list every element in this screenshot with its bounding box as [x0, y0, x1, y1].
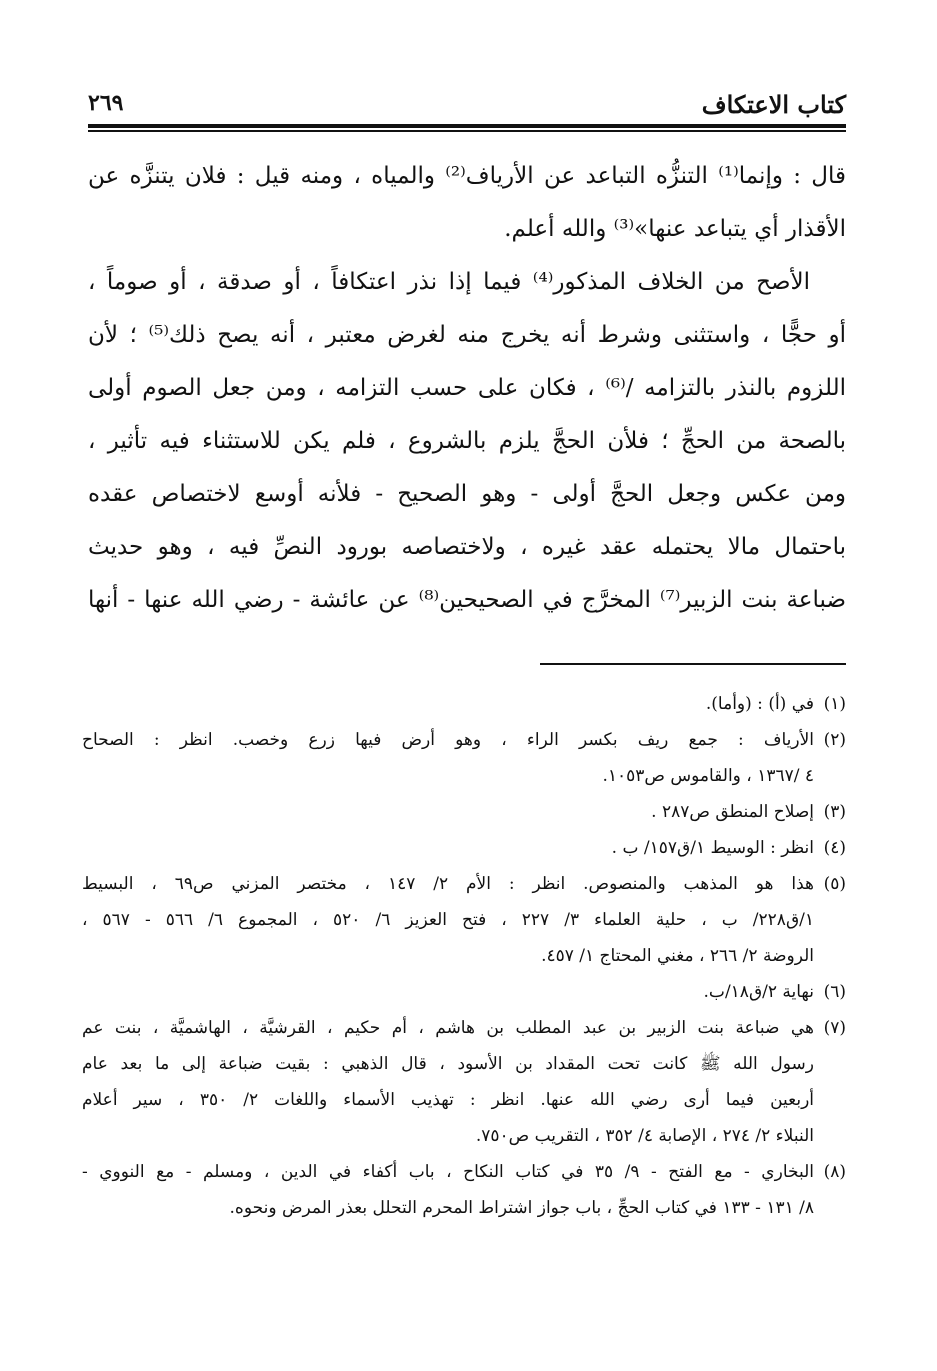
footnote-number: (٦) [823, 982, 846, 1002]
body-line: أو حجًّا ، واستثنى وشرط أنه يخرج منه لغرض معتبر ، أنه يصح ذلك⁽⁵⁾ ؛ لأن [88, 322, 846, 348]
footnote-line: النبلاء ٢/ ٢٧٤ ، الإصابة ٤/ ٣٥٢ ، التقريب ص٧٥٠. [475, 1126, 814, 1146]
footnote-line: هي ضباعة بنت الزبير بن عبد المطلب بن هاشم ، أم حكيم ، القرشيَّة ، الهاشميَّة ، بنت عم [82, 1018, 814, 1038]
footnote-3 [82, 794, 846, 830]
body-line: بالصحة من الحجِّ ؛ فلأن الحجَّ يلزم بالشروع ، فلم يكن للاستثناء فيه تأثير ، [88, 428, 846, 454]
footnote-1 [82, 686, 846, 722]
footnote-5 [82, 866, 846, 974]
footnote-number: (٧) [823, 1018, 846, 1038]
page-header [88, 88, 846, 120]
footnote-line: انظر : الوسيط ١/ق١٥٧/ ب . [611, 838, 814, 858]
footnote-line: ١/ق٢٢٨/ ب ، حلية العلماء ٣/ ٢٢٧ ، فتح العزيز ٦/ ٥٢٠ ، المجموع ٦/ ٥٦٦ - ٥٦٧ ، [82, 910, 814, 930]
body-line: ومن عكس وجعل الحجَّ أولى - وهو الصحيح - فلأنه أوسع لاختصاص عقده [88, 481, 846, 507]
body-line: الأقذار أي يتباعد عنها»⁽³⁾ والله أعلم. [504, 216, 846, 242]
footnote-line: البخاري - مع الفتح - ٩/ ٣٥ في كتاب النكاح ، باب أكفاء في الدين ، ومسلم - مع النووي - [82, 1162, 814, 1182]
running-title: كتاب الاعتكاف [701, 90, 846, 119]
footnote-line: ٨/ ١٣١ - ١٣٣ في كتاب الحجِّ ، باب جواز اشتراط المحرم التحلل بعذر المرض ونحوه. [229, 1198, 814, 1218]
main-text [88, 150, 846, 627]
footnote-number: (٢) [823, 730, 846, 750]
footnote-8 [82, 1154, 846, 1226]
body-line: اللزوم بالنذر بالتزامه /⁽⁶⁾ ، فكان على حسب التزامه ، ومن جعل الصوم أولى [88, 375, 846, 401]
footnote-4 [82, 830, 846, 866]
footnote-line: الأرياف : جمع ريف بكسر الراء ، وهو أرض فيها زرع وخصب. انظر : الصحاح [82, 730, 814, 750]
footnote-7 [82, 1010, 846, 1154]
footnote-line: أربعين فيما أرى رضي الله عنها. انظر : تهذيب الأسماء واللغات ٢/ ٣٥٠ ، سير أعلام [82, 1090, 814, 1110]
header-rule-thin [88, 130, 846, 132]
footnote-line: إصلاح المنطق ص٢٨٧ . [651, 802, 814, 822]
footnote-line: هذا هو المذهب والمنصوص. انظر : الأم ٢/ ١٤٧ ، مختصر المزني ص٦٩ ، البسيط [82, 874, 814, 894]
footnote-line: رسول الله ﷺ كانت تحت المقداد بن الأسود ، قال الذهبي : بقيت ضباعة إلى ما بعد عام [82, 1054, 814, 1074]
footnote-line: الروضة ٢/ ٢٦٦ ، مغني المحتاج ١/ ٤٥٧. [541, 946, 814, 966]
footnote-line: ٤ /١٣٦٧ ، والقاموس ص١٠٥٣. [602, 766, 814, 786]
header-rule-thick [88, 124, 846, 128]
footnote-number: (٣) [823, 802, 846, 822]
page-number: ٢٦٩ [88, 90, 124, 116]
body-line: الأصح من الخلاف المذكور⁽⁴⁾ فيما إذا نذر اعتكافاً ، أو صدقة ، أو صوماً ، [88, 269, 810, 295]
body-line: قال : وإنما⁽¹⁾ التنزُّه التباعد عن الأرياف⁽²⁾ والمياه ، ومنه قيل : فلان يتنزَّه عن [88, 163, 846, 189]
footnote-separator [540, 663, 846, 665]
footnote-2 [82, 722, 846, 794]
footnote-number: (١) [823, 694, 846, 714]
footnote-6 [82, 974, 846, 1010]
body-line: باحتمال مالا يحتمله عقد غيره ، ولاختصاصه بورود النصِّ فيه ، وهو حديث [88, 534, 846, 560]
footnote-number: (٥) [823, 874, 846, 894]
body-line: ضباعة بنت الزبير⁽⁷⁾ المخرَّج في الصحيحين⁽⁸⁾ عن عائشة - رضي الله عنها - أنها [88, 587, 846, 613]
footnotes [82, 686, 846, 1226]
footnote-number: (٨) [823, 1162, 846, 1182]
footnote-line: في (أ) : (وأما). [705, 694, 814, 714]
footnote-number: (٤) [823, 838, 846, 858]
footnote-line: نهاية ٢/ق١٨/ب. [703, 982, 814, 1002]
